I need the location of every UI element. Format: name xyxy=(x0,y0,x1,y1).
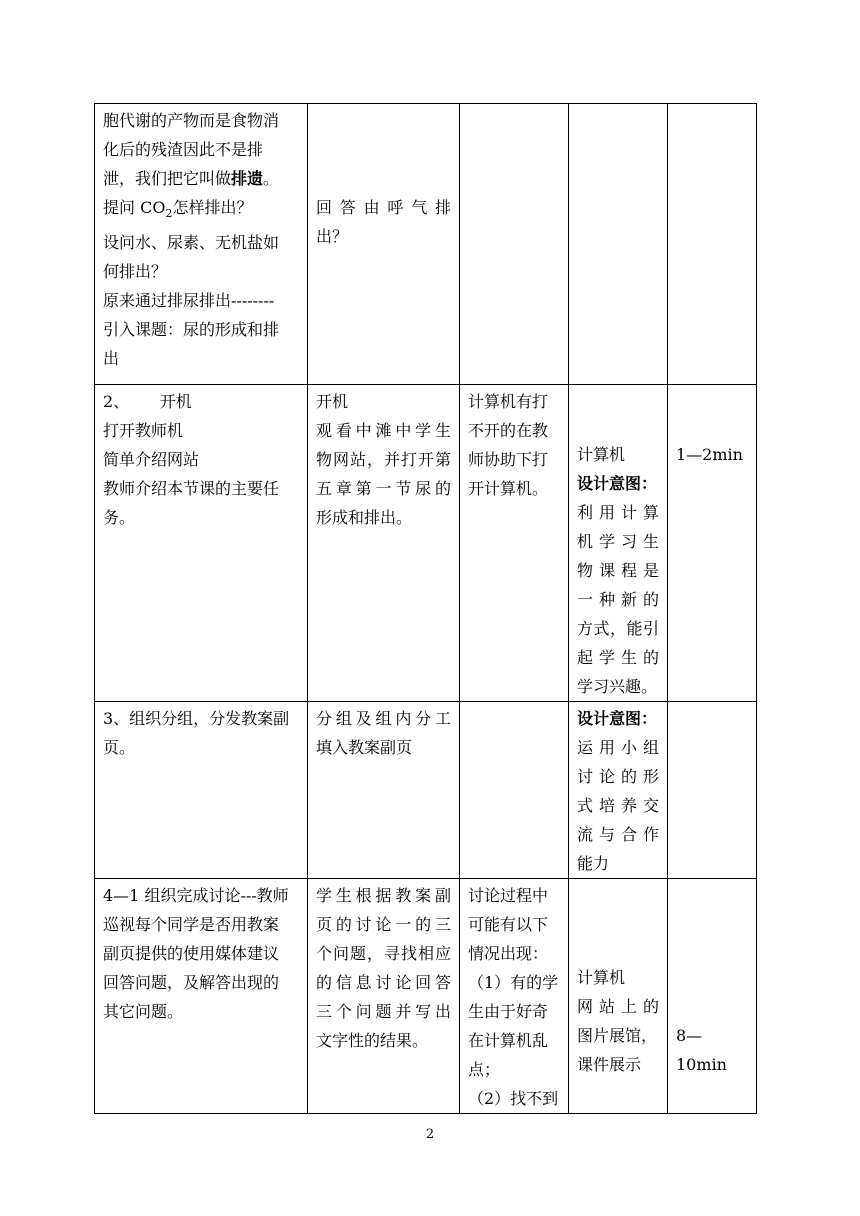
text-line: 开机 xyxy=(316,392,349,411)
text-segment: 提问 CO xyxy=(103,198,166,217)
duration: 1—2min xyxy=(676,445,743,464)
spacer xyxy=(316,135,451,164)
text-line: 式培养交 xyxy=(577,796,659,815)
text-segment: 。 xyxy=(263,169,280,188)
text-line: 其它问题。 xyxy=(103,1002,184,1021)
text-line: 一种新的 xyxy=(577,590,659,609)
design-intent-label: 设计意图： xyxy=(577,474,658,493)
duration: 8—10min xyxy=(676,1026,727,1074)
text-line: 点； xyxy=(468,1060,501,1079)
text-line: 页。 xyxy=(103,738,136,757)
text-line: （1）有的学 xyxy=(468,973,559,992)
text-line: 4—1 组织完成讨论---教师 xyxy=(103,886,289,905)
time-cell xyxy=(668,385,757,702)
text-line: 学习兴趣。 xyxy=(577,677,658,696)
media-cell xyxy=(569,879,668,1114)
text-segment: 泄，我们把它叫做 xyxy=(103,169,232,188)
text-line: 利用计算 xyxy=(577,503,659,522)
student-activity-cell xyxy=(308,879,460,1114)
note-cell xyxy=(460,702,569,879)
text-line: 生由于好奇 xyxy=(468,1002,549,1021)
text-line: 计算机 xyxy=(577,968,626,987)
table-row xyxy=(95,385,757,702)
text-line: 3、组织分组，分发教案副 xyxy=(103,709,290,728)
text-line: 起学生的 xyxy=(577,648,659,667)
text-line: 机学习生 xyxy=(577,532,659,551)
spacer xyxy=(316,164,451,193)
time-cell xyxy=(668,104,757,385)
student-activity-cell xyxy=(308,385,460,702)
text-line: 能力 xyxy=(577,854,610,873)
text-line: 胞代谢的产物而是食物消 xyxy=(103,111,280,130)
text-line: 巡视每个同学是否用教案 xyxy=(103,915,280,934)
text-line: 何排出？ xyxy=(103,262,168,282)
text-line: 化后的残渣因此不是排 xyxy=(103,140,264,159)
text-line: 可能有以下 xyxy=(468,915,549,934)
text-line: 打开教师机 xyxy=(103,421,184,440)
table-row xyxy=(95,879,757,1114)
text-line: 形成和排出。 xyxy=(316,508,413,527)
text-line: 回答由呼气排 xyxy=(316,198,451,217)
text-line: 个问题，寻找相应 xyxy=(316,944,451,963)
note-cell xyxy=(460,879,569,1114)
text-line: 简单介绍网站 xyxy=(103,450,200,469)
text-line: 图片展馆， xyxy=(577,1026,658,1045)
text-line: 网站上的 xyxy=(577,997,659,1016)
text-line: 引入课题：尿的形成和排 xyxy=(103,320,280,340)
text-line: 填入教案副页 xyxy=(316,738,413,757)
teacher-activity-cell xyxy=(95,702,308,879)
text-line: 回答问题，及解答出现的 xyxy=(103,973,280,992)
text-line: 物课程是 xyxy=(577,561,659,580)
text-line: 计算机有打 xyxy=(468,392,549,411)
text-line: 分组及组内分工 xyxy=(316,709,451,728)
text-line: 五章第一节尿的 xyxy=(316,479,451,498)
student-activity-cell xyxy=(308,702,460,879)
subscript: 2 xyxy=(165,207,173,221)
text-line: 教师介绍本节课的主要任 xyxy=(103,479,280,498)
media-cell xyxy=(569,104,668,385)
text-line: 开计算机。 xyxy=(468,479,549,498)
note-cell xyxy=(460,104,569,385)
time-cell xyxy=(668,702,757,879)
text-line: 页的讨论一的三 xyxy=(316,915,451,934)
table-row xyxy=(95,702,757,879)
text-line: 副页提供的使用媒体建议 xyxy=(103,944,280,963)
text-line: 师协助下打 xyxy=(468,450,549,469)
teacher-activity-cell xyxy=(95,879,308,1114)
text-line: 2、 开机 xyxy=(103,392,192,411)
text-line: 务。 xyxy=(103,508,136,527)
text-line: 文字性的结果。 xyxy=(316,1031,429,1050)
text-line: （2）找不到 xyxy=(468,1089,559,1108)
media-cell xyxy=(569,702,668,879)
text-line: 在计算机乱 xyxy=(468,1031,549,1050)
table-row xyxy=(95,104,757,385)
text-line: 观看中滩中学生 xyxy=(316,421,451,440)
teacher-activity-cell xyxy=(95,385,308,702)
text-line-with-bold xyxy=(103,164,299,193)
design-intent-label: 设计意图： xyxy=(577,709,658,728)
text-segment: 怎样排出？ xyxy=(172,198,253,217)
text-line: 运用小组 xyxy=(577,738,659,757)
text-line: 计算机 xyxy=(577,445,626,464)
text-line: 出 xyxy=(103,349,120,369)
text-line: 的信息讨论回答 xyxy=(316,973,451,992)
text-line: 物网站，并打开第 xyxy=(316,450,451,469)
text-line: 设问水、尿素、无机盐如 xyxy=(103,233,280,253)
text-line: 讨论过程中 xyxy=(468,886,549,905)
teacher-activity-cell xyxy=(95,104,308,385)
text-line: 三个问题并写出 xyxy=(316,1002,451,1021)
spacer xyxy=(316,106,451,135)
page-number: 2 xyxy=(425,1127,435,1142)
text-line: 流与合作 xyxy=(577,825,659,844)
text-line: 课件展示 xyxy=(577,1055,642,1074)
student-activity-cell xyxy=(308,104,460,385)
text-line: 学生根据教案副 xyxy=(316,886,451,905)
bold-term: 排遗 xyxy=(231,169,264,188)
question-line xyxy=(103,193,299,228)
note-cell xyxy=(460,385,569,702)
media-cell xyxy=(569,385,668,702)
text-line: 情况出现： xyxy=(468,944,549,963)
text-line: 方式，能引 xyxy=(577,619,659,638)
text-line: 出？ xyxy=(316,227,349,246)
time-cell xyxy=(668,879,757,1114)
text-line: 讨论的形 xyxy=(577,767,659,786)
text-line: 不开的在教 xyxy=(468,421,549,440)
lesson-plan-table xyxy=(94,103,757,1114)
text-line: 原来通过排尿排出-------- xyxy=(103,291,275,311)
